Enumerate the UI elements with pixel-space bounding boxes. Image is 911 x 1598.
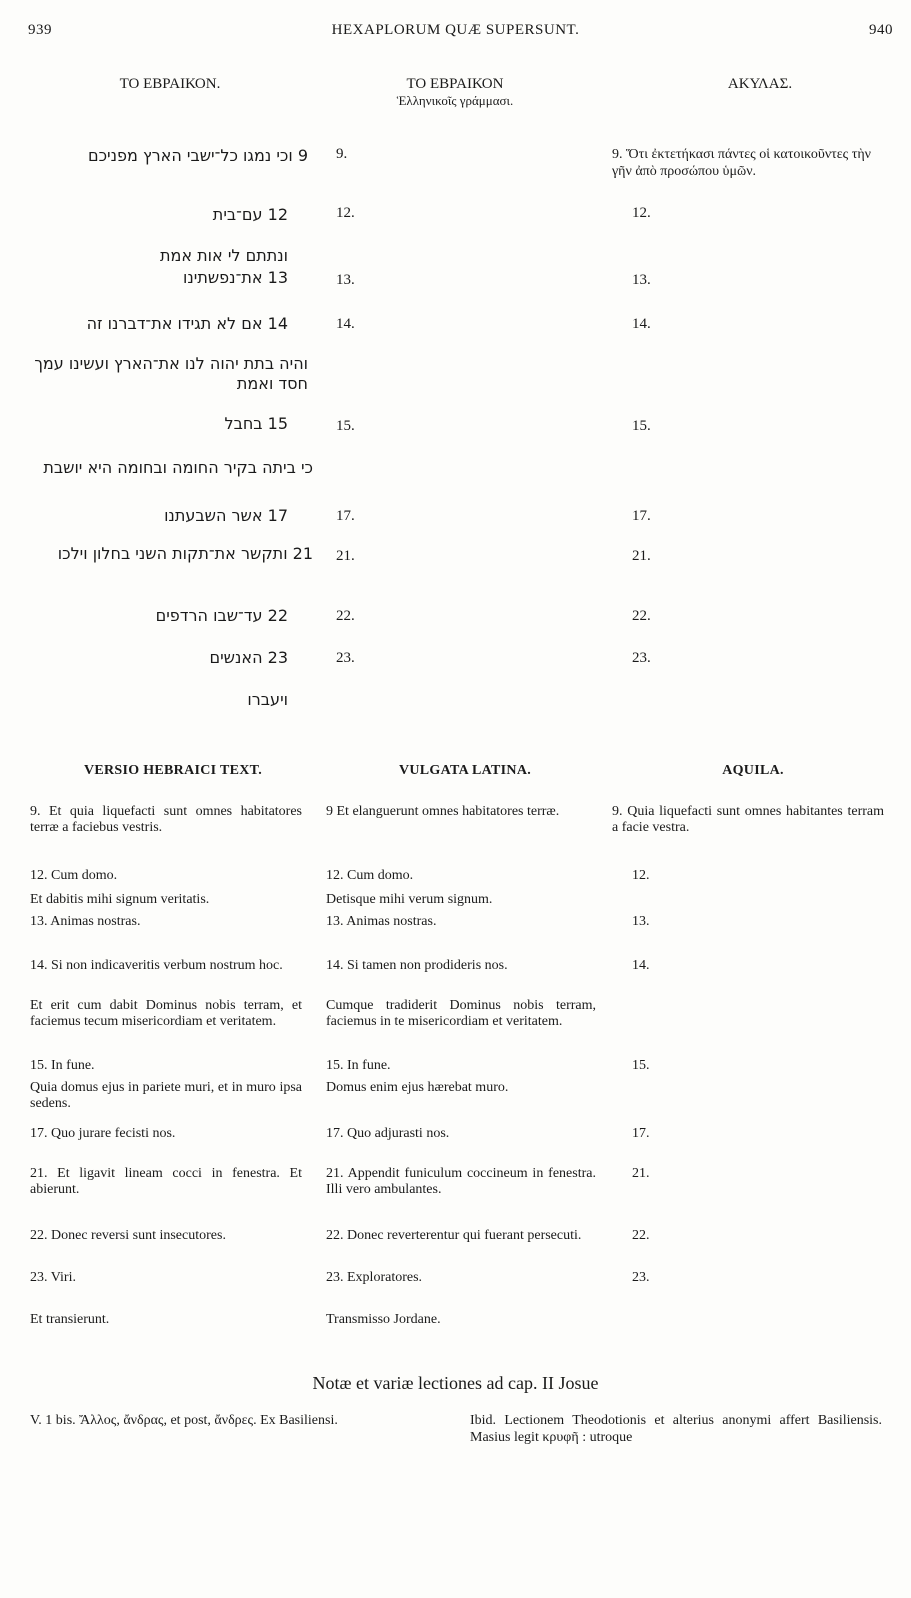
translit-verse: 9.	[336, 146, 348, 162]
hebrew-verse: והיה בתת יהוה לנו את־הארץ ועשינו עמך חסד ואמת	[34, 354, 308, 393]
versio-verse: 14. Si non indicaveritis verbum nostrum hoc.	[30, 958, 283, 973]
translit-verse: 22.	[336, 608, 355, 624]
hebrew-verse: ונתתם לי אות אמת	[160, 246, 288, 265]
translit-verse: 23.	[336, 650, 355, 666]
versio-verse: Et dabitis mihi signum veritatis.	[30, 892, 210, 907]
vulgata-verse: Domus enim ejus hærebat muro.	[326, 1080, 509, 1095]
hebrew-verse: 14 אם לא תגידו את־דברנו זה	[86, 314, 288, 333]
note-left: V. 1 bis. Ἄλλος, ἄνδρας, et post, ἄνδρες. Ex Basiliensi.	[30, 1413, 338, 1428]
running-title: HEXAPLORUM QUÆ SUPERSUNT.	[331, 22, 580, 38]
hebrew-verse: 23 האנשים	[209, 648, 288, 667]
hebrew-verse: 15 בחבל	[224, 414, 288, 433]
versio-verse: Et transierunt.	[30, 1312, 110, 1327]
hebrew-verse: 13 את־נפשתינו	[182, 268, 288, 287]
aquila-latin-verse: 21.	[632, 1166, 650, 1181]
vulgata-verse: 9 Et elanguerunt omnes habitatores terræ.	[326, 804, 560, 819]
aquila-greek-verse: 17.	[632, 508, 651, 524]
vulgata-verse: 21. Appendit funiculum coccineum in fenestra. Illi vero ambulantes.	[326, 1166, 596, 1197]
page-number-left: 939	[28, 22, 52, 38]
vulgata-verse: Transmisso Jordane.	[326, 1312, 441, 1327]
hebrew-verse: 17 אשר השבעתנו	[164, 506, 288, 525]
translit-verse: 13.	[336, 272, 355, 288]
translit-verse: 12.	[336, 205, 355, 221]
aquila-greek-verse: 12.	[632, 205, 651, 221]
versio-verse: 17. Quo jurare fecisti nos.	[30, 1126, 176, 1141]
versio-verse: 22. Donec reversi sunt insecutores.	[30, 1228, 226, 1243]
vulgata-verse: 12. Cum domo.	[326, 868, 414, 883]
vulgata-verse: 17. Quo adjurasti nos.	[326, 1126, 450, 1141]
vulgata-verse: Detisque mihi verum signum.	[326, 892, 493, 907]
hebrew-verse: ויעברו	[247, 690, 288, 709]
aquila-latin-verse: 13.	[632, 914, 650, 929]
aquila-latin-verse: 23.	[632, 1270, 650, 1285]
hebrew-verse: 9 וכי נמגו כל־ישבי הארץ מפניכם	[87, 146, 308, 165]
aquila-greek-verse: 23.	[632, 650, 651, 666]
translit-column-subhead: Ἑλληνικοῖς γράμμασι.	[396, 93, 514, 108]
vulgata-column-head: VULGATA LATINA.	[398, 763, 532, 778]
aquila-greek-verse: 13.	[632, 272, 651, 288]
versio-verse: 23. Viri.	[30, 1270, 76, 1285]
aquila-latin-verse: 14.	[632, 958, 650, 973]
aquila-latin-verse: 22.	[632, 1228, 650, 1243]
aquila-latin-verse: 12.	[632, 868, 650, 883]
vulgata-verse: Cumque tradiderit Dominus nobis terram, faciemus in te misericordiam et veritatem.	[326, 998, 596, 1029]
versio-verse: 15. In fune.	[30, 1058, 95, 1073]
versio-verse: Quia domus ejus in pariete muri, et in muro ipsa sedens.	[30, 1080, 302, 1111]
aquila-latin-verse: 17.	[632, 1126, 650, 1141]
versio-verse: 13. Animas nostras.	[30, 914, 141, 929]
vulgata-verse: 23. Exploratores.	[326, 1270, 423, 1285]
aquila-greek-column-head: ΑΚΥΛΑΣ.	[727, 76, 793, 92]
vulgata-verse: 15. In fune.	[326, 1058, 391, 1073]
hebrew-verse: 12 עם־בית	[212, 205, 288, 224]
versio-verse: 21. Et ligavit lineam cocci in fenestra. Et abierunt.	[30, 1166, 302, 1197]
aquila-latin-column-head: AQUILA.	[722, 763, 784, 778]
page-number-right: 940	[869, 22, 893, 38]
aquila-greek-verse: 15.	[632, 418, 651, 434]
versio-verse: 12. Cum domo.	[30, 868, 118, 883]
aquila-greek-verse: 14.	[632, 316, 651, 332]
aquila-greek-verse: 22.	[632, 608, 651, 624]
hebrew-column-head: ΤΟ ΕΒΡΑΙΚΟΝ.	[119, 76, 221, 92]
translit-verse: 14.	[336, 316, 355, 332]
translit-verse: 21.	[336, 548, 355, 564]
versio-verse: 9. Et quia liquefacti sunt omnes habitatores terræ a faciebus vestris.	[30, 804, 302, 835]
vulgata-verse: 13. Animas nostras.	[326, 914, 437, 929]
aquila-latin-verse: 15.	[632, 1058, 650, 1073]
aquila-greek-verse: 21.	[632, 548, 651, 564]
versio-column-head: VERSIO HEBRAICI TEXT.	[83, 763, 263, 778]
aquila-greek-verse: 9. Ὅτι ἐκτετήκασι πάντες οἱ κατοικοῦντες τὴν γῆν ἀπὸ προσώπου ὑμῶν.	[612, 147, 871, 179]
note-right: Ibid. Lectionem Theodotionis et alterius anonymi affert Basiliensis. Masius legit κρυφῆ : utroque	[470, 1413, 882, 1445]
hebrew-verse: 22 עד־שבו הרדפים	[155, 606, 288, 625]
hebrew-verse: 21 ותקשר את־תקות השני בחלון וילכו	[57, 544, 313, 563]
vulgata-verse: 14. Si tamen non prodideris nos.	[326, 958, 508, 973]
aquila-latin-verse: 9. Quia liquefacti sunt omnes habitantes terram a facie vestra.	[612, 804, 884, 835]
versio-verse: Et erit cum dabit Dominus nobis terram, et faciemus tecum misericordiam et veritatem.	[30, 998, 302, 1029]
hebrew-verse: כי ביתה בקיר החומה ובחומה היא יושבת	[43, 458, 313, 477]
notes-title: Notæ et variæ lectiones ad cap. II Josue	[312, 1373, 599, 1393]
translit-column-head: ΤΟ ΕΒΡΑΙΚΟΝ	[406, 76, 504, 92]
vulgata-verse: 22. Donec reverterentur qui fuerant persecuti.	[326, 1228, 582, 1243]
translit-verse: 17.	[336, 508, 355, 524]
translit-verse: 15.	[336, 418, 355, 434]
